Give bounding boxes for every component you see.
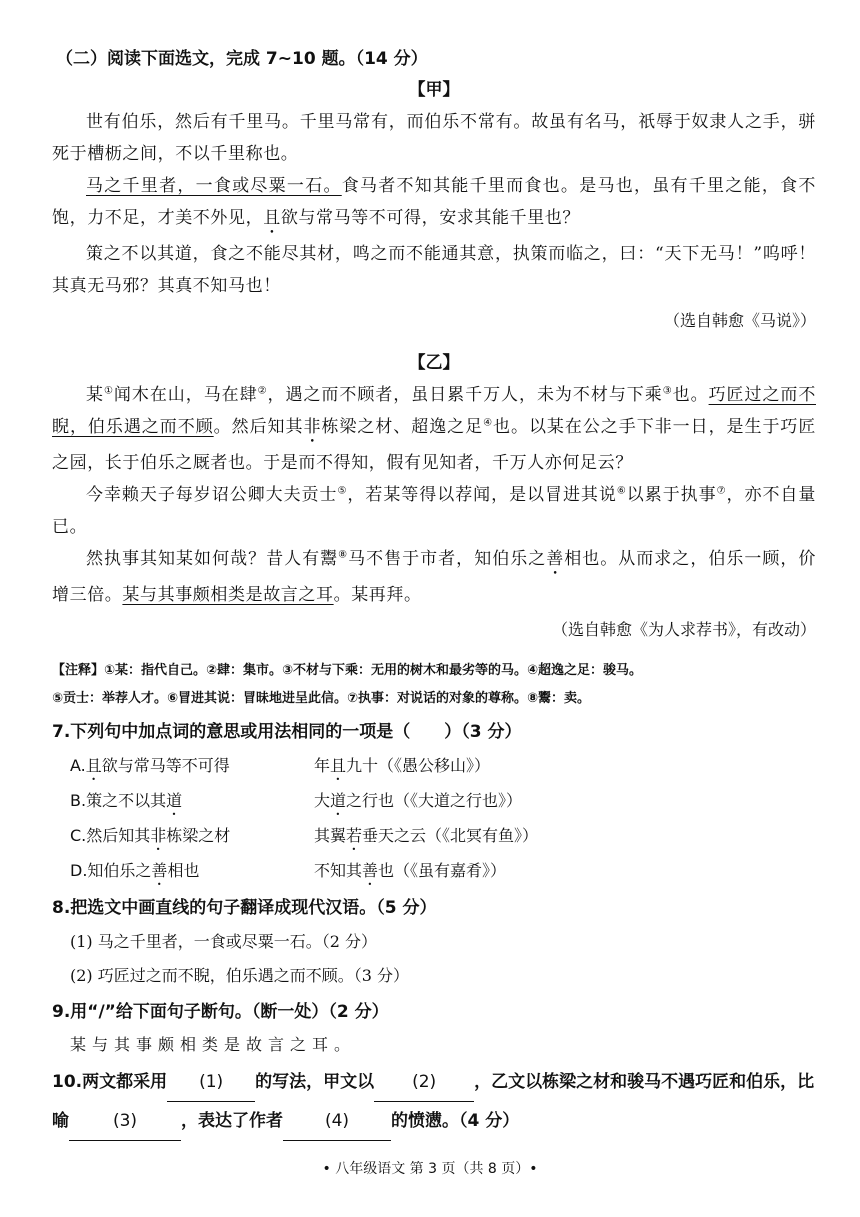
- answer-blank-3[interactable]: (3): [69, 1102, 181, 1141]
- footnote-mark: ③: [662, 385, 673, 397]
- answer-blank-2[interactable]: (2): [374, 1063, 474, 1102]
- question-7-option-c[interactable]: C.然后知其非栋梁之材 其翼若垂天之云（《北冥有鱼》）: [70, 826, 539, 845]
- dotted-word: 且: [263, 208, 281, 228]
- footnote-mark: ⑥: [616, 485, 627, 497]
- jia-source: （选自韩愈《马说》）: [663, 311, 816, 330]
- footnote-mark: ②: [257, 385, 268, 397]
- underlined-sentence-3: 某与其事颇相类是故言之耳: [122, 585, 334, 605]
- question-8-stem: 8.把选文中画直线的句子翻译成现代汉语。（5 分）: [52, 898, 437, 918]
- footnote-mark: ⑤: [337, 485, 348, 497]
- question-7-option-b[interactable]: B.策之不以其道 大道之行也（《大道之行也》）: [70, 791, 523, 810]
- question-9-sentence: 某与其事颇相类是故言之耳。: [70, 1035, 357, 1054]
- section-title: （二）阅读下面选文，完成 7~10 题。（14 分）: [56, 49, 428, 69]
- footnote-mark: ⑦: [716, 485, 727, 497]
- answer-blank-1[interactable]: (1): [167, 1063, 255, 1102]
- notes-line-2: ⑤贡士：举荐人才。⑥冒进其说：冒昧地进呈此信。⑦执事：对说话的对象的尊称。⑧鬻：卖。: [52, 691, 591, 706]
- footnote-mark: ⑧: [338, 549, 349, 561]
- yi-paragraph-2: 今幸赖天子每岁诏公卿大夫贡士⑤，若某等得以荐闻，是以冒进其说⑥以累于执事⑦，亦不自量已。: [52, 485, 816, 537]
- page-footer: • 八年级语文 第 3 页（共 8 页）•: [322, 1161, 538, 1177]
- question-7-option-a[interactable]: A.且欲与常马等不可得 年且九十（《愚公移山》）: [70, 756, 491, 775]
- question-8-sub-1: (1) 马之千里者，一食或尽粟一石。（2 分）: [70, 932, 378, 951]
- notes-line-1: 【注释】①某：指代自己。②肆：集市。③不材与下乘：无用的树木和最劣等的马。④超逸之足：骏马。: [52, 663, 643, 678]
- jia-paragraph-1: 世有伯乐，然后有千里马。千里马常有，而伯乐不常有。故虽有名马，祇辱于奴隶人之手，骈死于槽枥之间，不以千里称也。: [52, 112, 816, 164]
- question-8-sub-2: (2) 巧匠过之而不睨，伯乐遇之而不顾。（3 分）: [70, 966, 410, 985]
- underlined-sentence-1: 马之千里者，一食或尽粟一石。: [86, 176, 342, 196]
- jia-paragraph-3: 策之不以其道，食之不能尽其材，鸣之而不能通其意，执策而临之，曰：“天下无马！”呜呼！其真无马邪？其真不知马也！: [52, 244, 816, 296]
- answer-blank-4[interactable]: (4): [283, 1102, 391, 1141]
- dotted-word: 非: [303, 417, 322, 437]
- question-9-stem: 9.用“/”给下面句子断句。（断一处）（2 分）: [52, 1002, 389, 1022]
- footnote-mark: ①: [103, 385, 114, 397]
- question-7-stem: 7.下列句中加点词的意思或用法相同的一项是（ ）（3 分）: [52, 722, 522, 742]
- footnote-mark: ④: [483, 417, 494, 429]
- underlined-sentence-2: 巧匠过之而不睨，伯乐遇之而不顾: [52, 385, 816, 437]
- passage-yi-label: 【乙】: [408, 353, 460, 373]
- yi-paragraph-1: 某①闻木在山，马在肆②，遇之而不顾者，虽日累千万人，未为不材与下乘③也。巧匠过之而不睨，伯乐遇之而不顾。然后知其非栋梁之材、超逸之足④也。以某在公之手下非一日，是生于巧匠之园，长于伯乐之厩者也。于是而不得知，假有见知者，千万人亦何足云？: [52, 385, 816, 473]
- question-7-option-d[interactable]: D.知伯乐之善相也 不知其善也（《虽有嘉肴》）: [70, 861, 507, 880]
- yi-source: （选自韩愈《为人求荐书》，有改动）: [551, 620, 816, 639]
- passage-jia-label: 【甲】: [408, 80, 460, 100]
- question-10: 10.两文都采用 (1) 的写法，甲文以 (2) ，乙文以栋梁之材和骏马不遇巧匠和伯乐，比喻 (3) ，表达了作者 (4) 的愤懑。（4 分）: [52, 1063, 816, 1141]
- jia-paragraph-2: 马之千里者，一食或尽粟一石。食马者不知其能千里而食也。是马也，虽有千里之能，食不饱，力不足，才美不外见，且欲与常马等不可得，安求其能千里也？: [52, 176, 816, 228]
- yi-paragraph-3: 然执事其知某如何哉？昔人有鬻⑧马不售于市者，知伯乐之善相也。从而求之，伯乐一顾，价增三倍。某与其事颇相类是故言之耳。某再拜。: [52, 549, 816, 605]
- dotted-word: 善: [546, 549, 565, 569]
